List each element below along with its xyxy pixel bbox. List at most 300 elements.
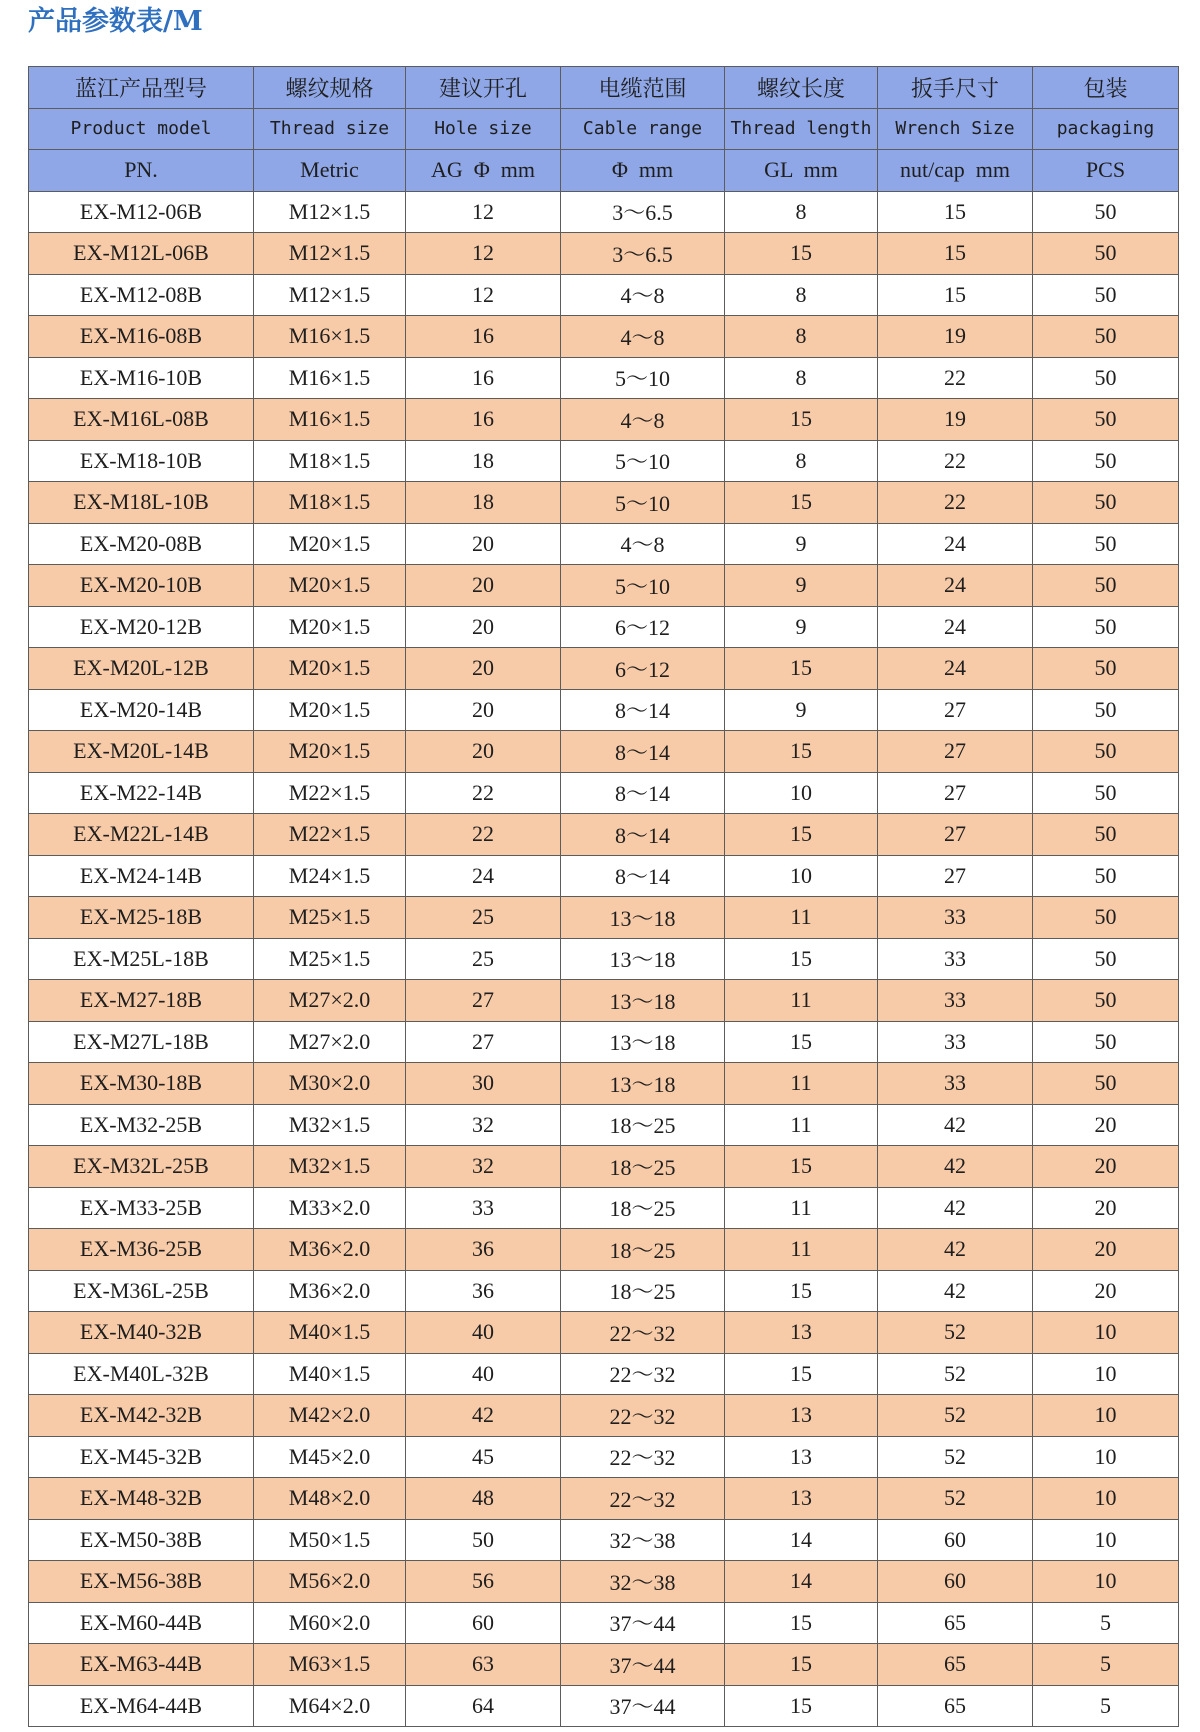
cell-thread-length: 15 <box>725 648 878 690</box>
cell-wrench-size: 27 <box>878 731 1033 773</box>
cell-hole-size: 25 <box>406 938 561 980</box>
header-row-chinese <box>29 67 1179 109</box>
cell-hole-size: 48 <box>406 1478 561 1520</box>
cell-packaging: 50 <box>1033 191 1179 233</box>
cell-cable-range: 5～10 <box>561 482 725 524</box>
cell-packaging: 50 <box>1033 440 1179 482</box>
cell-wrench-size: 22 <box>878 357 1033 399</box>
cell-product-model: EX-M20-14B <box>29 689 254 731</box>
cell-thread-size: M20×1.5 <box>254 565 406 607</box>
cell-product-model: EX-M20-10B <box>29 565 254 607</box>
cell-thread-size: M42×2.0 <box>254 1395 406 1437</box>
cell-thread-length: 15 <box>725 482 878 524</box>
cell-cable-range: 18～25 <box>561 1270 725 1312</box>
cell-thread-size: M22×1.5 <box>254 814 406 856</box>
cell-thread-length: 13 <box>725 1436 878 1478</box>
header-cable-range-unit: Φ mm <box>561 150 725 192</box>
header-thread-size-cn: 螺纹规格 <box>254 67 406 109</box>
cell-cable-range: 32～38 <box>561 1561 725 1603</box>
cell-product-model: EX-M22-14B <box>29 772 254 814</box>
cell-wrench-size: 15 <box>878 274 1033 316</box>
table-row <box>29 523 1179 565</box>
cell-wrench-size: 27 <box>878 689 1033 731</box>
table-row <box>29 1021 1179 1063</box>
table-row <box>29 274 1179 316</box>
cell-product-model: EX-M20L-14B <box>29 731 254 773</box>
cell-thread-size: M40×1.5 <box>254 1353 406 1395</box>
table-row <box>29 814 1179 856</box>
cell-product-model: EX-M45-32B <box>29 1436 254 1478</box>
table-row <box>29 191 1179 233</box>
cell-thread-length: 8 <box>725 191 878 233</box>
cell-hole-size: 50 <box>406 1519 561 1561</box>
cell-product-model: EX-M16L-08B <box>29 399 254 441</box>
cell-wrench-size: 52 <box>878 1436 1033 1478</box>
cell-hole-size: 22 <box>406 814 561 856</box>
cell-packaging: 5 <box>1033 1685 1179 1727</box>
cell-thread-length: 11 <box>725 1229 878 1271</box>
cell-packaging: 20 <box>1033 1270 1179 1312</box>
header-cable-range-cn: 电缆范围 <box>561 67 725 109</box>
cell-cable-range: 13～18 <box>561 1063 725 1105</box>
header-thread-length-en: Thread length <box>725 108 878 150</box>
cell-thread-length: 8 <box>725 316 878 358</box>
cell-hole-size: 27 <box>406 980 561 1022</box>
cell-wrench-size: 15 <box>878 191 1033 233</box>
cell-cable-range: 37～44 <box>561 1685 725 1727</box>
page-title: 产品参数表/M <box>28 6 203 37</box>
table-row <box>29 233 1179 275</box>
cell-wrench-size: 42 <box>878 1187 1033 1229</box>
cell-product-model: EX-M32L-25B <box>29 1146 254 1188</box>
cell-cable-range: 3～6.5 <box>561 191 725 233</box>
cell-thread-size: M16×1.5 <box>254 357 406 399</box>
table-header <box>29 67 1179 192</box>
cell-product-model: EX-M20-12B <box>29 606 254 648</box>
table-row <box>29 565 1179 607</box>
cell-hole-size: 12 <box>406 233 561 275</box>
cell-thread-length: 15 <box>725 1021 878 1063</box>
cell-cable-range: 3～6.5 <box>561 233 725 275</box>
cell-thread-size: M32×1.5 <box>254 1146 406 1188</box>
cell-cable-range: 32～38 <box>561 1519 725 1561</box>
cell-wrench-size: 52 <box>878 1312 1033 1354</box>
cell-packaging: 50 <box>1033 565 1179 607</box>
cell-cable-range: 8～14 <box>561 772 725 814</box>
header-row-english <box>29 108 1179 150</box>
header-hole-size-unit: AG Φ mm <box>406 150 561 192</box>
cell-thread-size: M45×2.0 <box>254 1436 406 1478</box>
cell-thread-length: 15 <box>725 399 878 441</box>
cell-hole-size: 20 <box>406 689 561 731</box>
cell-thread-length: 8 <box>725 440 878 482</box>
cell-packaging: 50 <box>1033 1063 1179 1105</box>
cell-product-model: EX-M27L-18B <box>29 1021 254 1063</box>
table-row <box>29 1063 1179 1105</box>
cell-thread-size: M56×2.0 <box>254 1561 406 1603</box>
header-thread-size-en: Thread size <box>254 108 406 150</box>
table-row <box>29 772 1179 814</box>
cell-thread-size: M25×1.5 <box>254 897 406 939</box>
cell-product-model: EX-M30-18B <box>29 1063 254 1105</box>
table-row <box>29 1519 1179 1561</box>
cell-hole-size: 24 <box>406 855 561 897</box>
cell-packaging: 50 <box>1033 897 1179 939</box>
cell-cable-range: 4～8 <box>561 523 725 565</box>
header-wrench-size-en: Wrench Size <box>878 108 1033 150</box>
cell-hole-size: 45 <box>406 1436 561 1478</box>
cell-wrench-size: 60 <box>878 1561 1033 1603</box>
cell-thread-size: M20×1.5 <box>254 731 406 773</box>
cell-wrench-size: 27 <box>878 772 1033 814</box>
header-row-units <box>29 150 1179 192</box>
cell-packaging: 50 <box>1033 274 1179 316</box>
table-row <box>29 399 1179 441</box>
cell-thread-length: 13 <box>725 1312 878 1354</box>
cell-thread-size: M22×1.5 <box>254 772 406 814</box>
cell-wrench-size: 33 <box>878 938 1033 980</box>
cell-wrench-size: 33 <box>878 1063 1033 1105</box>
table-row <box>29 357 1179 399</box>
cell-hole-size: 56 <box>406 1561 561 1603</box>
cell-packaging: 50 <box>1033 980 1179 1022</box>
cell-product-model: EX-M56-38B <box>29 1561 254 1603</box>
cell-product-model: EX-M20L-12B <box>29 648 254 690</box>
table-row <box>29 1104 1179 1146</box>
cell-thread-length: 15 <box>725 233 878 275</box>
cell-hole-size: 18 <box>406 440 561 482</box>
cell-thread-size: M16×1.5 <box>254 399 406 441</box>
cell-cable-range: 18～25 <box>561 1146 725 1188</box>
cell-thread-size: M60×2.0 <box>254 1602 406 1644</box>
cell-cable-range: 37～44 <box>561 1644 725 1686</box>
cell-cable-range: 22～32 <box>561 1478 725 1520</box>
cell-cable-range: 4～8 <box>561 316 725 358</box>
cell-wrench-size: 52 <box>878 1353 1033 1395</box>
cell-hole-size: 33 <box>406 1187 561 1229</box>
cell-hole-size: 16 <box>406 399 561 441</box>
cell-cable-range: 4～8 <box>561 274 725 316</box>
cell-cable-range: 18～25 <box>561 1187 725 1229</box>
cell-product-model: EX-M20-08B <box>29 523 254 565</box>
cell-thread-size: M64×2.0 <box>254 1685 406 1727</box>
cell-wrench-size: 24 <box>878 523 1033 565</box>
cell-thread-length: 15 <box>725 1353 878 1395</box>
table-row <box>29 1353 1179 1395</box>
cell-thread-size: M48×2.0 <box>254 1478 406 1520</box>
cell-wrench-size: 65 <box>878 1644 1033 1686</box>
header-packaging-en: packaging <box>1033 108 1179 150</box>
cell-wrench-size: 65 <box>878 1685 1033 1727</box>
table-row <box>29 1436 1179 1478</box>
cell-thread-length: 9 <box>725 523 878 565</box>
cell-product-model: EX-M42-32B <box>29 1395 254 1437</box>
cell-packaging: 20 <box>1033 1146 1179 1188</box>
cell-wrench-size: 24 <box>878 648 1033 690</box>
table-row <box>29 1685 1179 1727</box>
cell-product-model: EX-M40L-32B <box>29 1353 254 1395</box>
cell-packaging: 50 <box>1033 1021 1179 1063</box>
cell-cable-range: 6～12 <box>561 648 725 690</box>
cell-thread-length: 15 <box>725 938 878 980</box>
cell-packaging: 20 <box>1033 1104 1179 1146</box>
cell-product-model: EX-M36-25B <box>29 1229 254 1271</box>
cell-hole-size: 36 <box>406 1229 561 1271</box>
cell-thread-length: 9 <box>725 565 878 607</box>
cell-packaging: 5 <box>1033 1602 1179 1644</box>
cell-hole-size: 27 <box>406 1021 561 1063</box>
cell-cable-range: 18～25 <box>561 1104 725 1146</box>
cell-thread-length: 9 <box>725 606 878 648</box>
cell-thread-length: 8 <box>725 357 878 399</box>
cell-packaging: 50 <box>1033 233 1179 275</box>
table-row <box>29 980 1179 1022</box>
cell-cable-range: 37～44 <box>561 1602 725 1644</box>
cell-product-model: EX-M18L-10B <box>29 482 254 524</box>
cell-cable-range: 5～10 <box>561 440 725 482</box>
cell-hole-size: 30 <box>406 1063 561 1105</box>
cell-packaging: 5 <box>1033 1644 1179 1686</box>
cell-hole-size: 40 <box>406 1353 561 1395</box>
cell-cable-range: 8～14 <box>561 731 725 773</box>
cell-thread-size: M12×1.5 <box>254 191 406 233</box>
cell-product-model: EX-M36L-25B <box>29 1270 254 1312</box>
cell-cable-range: 8～14 <box>561 689 725 731</box>
table-row <box>29 1187 1179 1229</box>
cell-hole-size: 22 <box>406 772 561 814</box>
cell-packaging: 50 <box>1033 606 1179 648</box>
cell-product-model: EX-M40-32B <box>29 1312 254 1354</box>
cell-packaging: 10 <box>1033 1519 1179 1561</box>
cell-cable-range: 22～32 <box>561 1353 725 1395</box>
cell-wrench-size: 33 <box>878 897 1033 939</box>
cell-wrench-size: 22 <box>878 482 1033 524</box>
cell-product-model: EX-M16-10B <box>29 357 254 399</box>
cell-thread-length: 15 <box>725 1644 878 1686</box>
cell-product-model: EX-M60-44B <box>29 1602 254 1644</box>
cell-hole-size: 12 <box>406 274 561 316</box>
cell-cable-range: 13～18 <box>561 897 725 939</box>
cell-hole-size: 20 <box>406 731 561 773</box>
cell-thread-size: M27×2.0 <box>254 980 406 1022</box>
cell-thread-length: 13 <box>725 1478 878 1520</box>
cell-wrench-size: 27 <box>878 855 1033 897</box>
table-row <box>29 689 1179 731</box>
cell-thread-length: 14 <box>725 1519 878 1561</box>
cell-cable-range: 13～18 <box>561 1021 725 1063</box>
header-product-model-cn: 蓝江产品型号 <box>29 67 254 109</box>
table-row <box>29 1644 1179 1686</box>
cell-thread-size: M30×2.0 <box>254 1063 406 1105</box>
table-row <box>29 731 1179 773</box>
cell-product-model: EX-M18-10B <box>29 440 254 482</box>
table-row <box>29 1478 1179 1520</box>
product-parameter-table <box>28 66 1179 1727</box>
cell-wrench-size: 65 <box>878 1602 1033 1644</box>
cell-thread-size: M33×2.0 <box>254 1187 406 1229</box>
cell-thread-size: M25×1.5 <box>254 938 406 980</box>
cell-wrench-size: 19 <box>878 399 1033 441</box>
table-row <box>29 1395 1179 1437</box>
header-hole-size-en: Hole size <box>406 108 561 150</box>
cell-thread-size: M36×2.0 <box>254 1229 406 1271</box>
cell-hole-size: 20 <box>406 523 561 565</box>
table-row <box>29 1561 1179 1603</box>
cell-thread-size: M20×1.5 <box>254 606 406 648</box>
cell-product-model: EX-M33-25B <box>29 1187 254 1229</box>
cell-packaging: 50 <box>1033 772 1179 814</box>
cell-thread-size: M32×1.5 <box>254 1104 406 1146</box>
cell-thread-length: 13 <box>725 1395 878 1437</box>
table-row <box>29 938 1179 980</box>
cell-packaging: 50 <box>1033 855 1179 897</box>
cell-thread-length: 11 <box>725 1104 878 1146</box>
cell-packaging: 50 <box>1033 482 1179 524</box>
cell-wrench-size: 33 <box>878 1021 1033 1063</box>
cell-product-model: EX-M12-06B <box>29 191 254 233</box>
cell-product-model: EX-M12L-06B <box>29 233 254 275</box>
table-row <box>29 606 1179 648</box>
cell-thread-size: M27×2.0 <box>254 1021 406 1063</box>
cell-cable-range: 22～32 <box>561 1436 725 1478</box>
cell-product-model: EX-M16-08B <box>29 316 254 358</box>
header-thread-size-unit: Metric <box>254 150 406 192</box>
cell-thread-size: M20×1.5 <box>254 689 406 731</box>
cell-thread-size: M40×1.5 <box>254 1312 406 1354</box>
cell-thread-length: 15 <box>725 1602 878 1644</box>
cell-packaging: 10 <box>1033 1312 1179 1354</box>
table-row <box>29 316 1179 358</box>
table-row <box>29 1229 1179 1271</box>
cell-thread-size: M16×1.5 <box>254 316 406 358</box>
cell-wrench-size: 42 <box>878 1104 1033 1146</box>
cell-thread-size: M24×1.5 <box>254 855 406 897</box>
cell-wrench-size: 24 <box>878 565 1033 607</box>
header-wrench-size-unit: nut/cap mm <box>878 150 1033 192</box>
header-product-model-unit: PN. <box>29 150 254 192</box>
cell-thread-size: M18×1.5 <box>254 482 406 524</box>
cell-product-model: EX-M22L-14B <box>29 814 254 856</box>
header-packaging-cn: 包装 <box>1033 67 1179 109</box>
cell-thread-length: 15 <box>725 731 878 773</box>
cell-packaging: 50 <box>1033 731 1179 773</box>
cell-product-model: EX-M32-25B <box>29 1104 254 1146</box>
cell-thread-length: 15 <box>725 1146 878 1188</box>
cell-product-model: EX-M48-32B <box>29 1478 254 1520</box>
cell-thread-size: M20×1.5 <box>254 523 406 565</box>
cell-thread-size: M50×1.5 <box>254 1519 406 1561</box>
cell-hole-size: 20 <box>406 565 561 607</box>
table-row <box>29 482 1179 524</box>
cell-thread-length: 9 <box>725 689 878 731</box>
cell-thread-size: M18×1.5 <box>254 440 406 482</box>
header-thread-length-cn: 螺纹长度 <box>725 67 878 109</box>
cell-thread-length: 11 <box>725 1187 878 1229</box>
cell-cable-range: 5～10 <box>561 357 725 399</box>
cell-wrench-size: 42 <box>878 1229 1033 1271</box>
table-row <box>29 1270 1179 1312</box>
table-body <box>29 191 1179 1727</box>
cell-hole-size: 12 <box>406 191 561 233</box>
cell-hole-size: 20 <box>406 606 561 648</box>
cell-thread-length: 14 <box>725 1561 878 1603</box>
cell-cable-range: 22～32 <box>561 1395 725 1437</box>
cell-wrench-size: 33 <box>878 980 1033 1022</box>
cell-packaging: 10 <box>1033 1353 1179 1395</box>
cell-product-model: EX-M12-08B <box>29 274 254 316</box>
cell-wrench-size: 52 <box>878 1478 1033 1520</box>
cell-cable-range: 8～14 <box>561 855 725 897</box>
cell-thread-length: 10 <box>725 772 878 814</box>
cell-thread-length: 15 <box>725 1270 878 1312</box>
cell-wrench-size: 24 <box>878 606 1033 648</box>
cell-packaging: 50 <box>1033 814 1179 856</box>
cell-hole-size: 63 <box>406 1644 561 1686</box>
cell-hole-size: 42 <box>406 1395 561 1437</box>
cell-cable-range: 8～14 <box>561 814 725 856</box>
cell-wrench-size: 15 <box>878 233 1033 275</box>
cell-wrench-size: 60 <box>878 1519 1033 1561</box>
cell-cable-range: 13～18 <box>561 938 725 980</box>
cell-thread-size: M36×2.0 <box>254 1270 406 1312</box>
cell-wrench-size: 22 <box>878 440 1033 482</box>
header-wrench-size-cn: 扳手尺寸 <box>878 67 1033 109</box>
cell-packaging: 50 <box>1033 689 1179 731</box>
cell-product-model: EX-M24-14B <box>29 855 254 897</box>
header-cable-range-en: Cable range <box>561 108 725 150</box>
table-row <box>29 1146 1179 1188</box>
cell-thread-size: M63×1.5 <box>254 1644 406 1686</box>
table-row <box>29 1312 1179 1354</box>
cell-packaging: 20 <box>1033 1187 1179 1229</box>
cell-thread-length: 15 <box>725 814 878 856</box>
header-thread-length-unit: GL mm <box>725 150 878 192</box>
cell-thread-length: 11 <box>725 1063 878 1105</box>
table-row <box>29 648 1179 690</box>
cell-hole-size: 20 <box>406 648 561 690</box>
cell-hole-size: 16 <box>406 316 561 358</box>
table-row <box>29 855 1179 897</box>
table-row <box>29 897 1179 939</box>
cell-hole-size: 25 <box>406 897 561 939</box>
cell-cable-range: 6～12 <box>561 606 725 648</box>
cell-packaging: 10 <box>1033 1395 1179 1437</box>
cell-hole-size: 32 <box>406 1104 561 1146</box>
cell-thread-size: M20×1.5 <box>254 648 406 690</box>
cell-hole-size: 16 <box>406 357 561 399</box>
cell-packaging: 50 <box>1033 357 1179 399</box>
cell-hole-size: 40 <box>406 1312 561 1354</box>
cell-hole-size: 32 <box>406 1146 561 1188</box>
cell-wrench-size: 42 <box>878 1270 1033 1312</box>
cell-thread-length: 11 <box>725 980 878 1022</box>
table-row <box>29 440 1179 482</box>
cell-product-model: EX-M50-38B <box>29 1519 254 1561</box>
cell-packaging: 10 <box>1033 1561 1179 1603</box>
header-product-model-en: Product model <box>29 108 254 150</box>
header-packaging-unit: PCS <box>1033 150 1179 192</box>
header-hole-size-cn: 建议开孔 <box>406 67 561 109</box>
cell-wrench-size: 19 <box>878 316 1033 358</box>
cell-thread-size: M12×1.5 <box>254 233 406 275</box>
cell-product-model: EX-M63-44B <box>29 1644 254 1686</box>
cell-packaging: 50 <box>1033 648 1179 690</box>
cell-hole-size: 36 <box>406 1270 561 1312</box>
cell-product-model: EX-M25L-18B <box>29 938 254 980</box>
cell-cable-range: 4～8 <box>561 399 725 441</box>
table-row <box>29 1602 1179 1644</box>
cell-packaging: 50 <box>1033 938 1179 980</box>
